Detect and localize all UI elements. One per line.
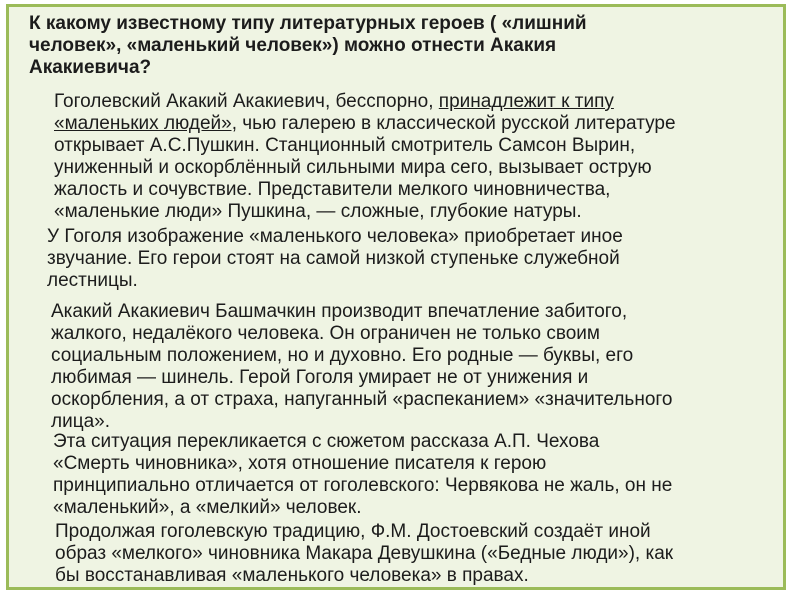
paragraph-line	[54, 91, 794, 113]
text-segment: чью галерею в классической русской литературе	[236, 113, 676, 134]
paragraph-line: бы восстанавливая «маленького человека» в правах.	[55, 565, 529, 586]
slide	[6, 4, 786, 590]
question-heading	[29, 13, 779, 79]
paragraph-line: лестницы.	[47, 270, 138, 291]
paragraph-chekhov	[53, 431, 793, 519]
paragraph-gogol-heroes	[47, 226, 787, 292]
underlined-text: принадлежит к типу	[438, 91, 614, 112]
paragraph-line: жалкого, недалёкого человека. Он ограничен не только своим	[51, 323, 600, 344]
paragraph-line	[54, 113, 794, 135]
paragraph-line: Продолжая гоголевскую традицию, Ф.М. Достоевский создаёт иной	[55, 521, 651, 542]
paragraph-bashmachkin	[51, 301, 791, 433]
paragraph-line: «маленькие люди» Пушкина, — сложные, глубокие натуры.	[54, 201, 582, 222]
paragraph-line: Акакий Акакиевич Башмачкин производит впечатление забитого,	[51, 301, 628, 322]
text-segment: Гоголевский Акакий Акакиевич, бесспорно,	[54, 91, 439, 112]
paragraph-line: любимая — шинель. Герой Гоголя умирает не от унижения и	[51, 367, 589, 388]
paragraph-gogol-pushkin	[54, 91, 794, 223]
paragraph-line: звучание. Его герои стоят на самой низкой ступеньке служебной	[47, 248, 620, 269]
paragraph-line: Эта ситуация перекликается с сюжетом рассказа А.П. Чехова	[53, 431, 600, 452]
question-line: человек», «маленький человек») можно отнести Акакия	[29, 35, 557, 56]
paragraph-line: открывает А.С.Пушкин. Станционный смотритель Самсон Вырин,	[54, 135, 636, 156]
paragraph-line: униженный и оскорблённый сильными мира сего, вызывает острую	[54, 157, 652, 178]
paragraph-line: образ «мелкого» чиновника Макара Девушкина («Бедные люди»), как	[55, 543, 674, 564]
question-line: К какому известному типу литературных героев ( «лишний	[29, 13, 587, 34]
underlined-text: «маленьких людей»,	[54, 113, 237, 134]
paragraph-line: принципиально отличается от гоголевского: Червякова не жаль, он не	[53, 475, 673, 496]
paragraph-line: «Смерть чиновника», хотя отношение писателя к герою	[53, 453, 547, 474]
paragraph-line: социальным положением, но и духовно. Его родные — буквы, его	[51, 345, 634, 366]
paragraph-line: У Гоголя изображение «маленького человека» приобретает иное	[47, 226, 623, 247]
paragraph-line: оскорбления, а от страха, напуганный «распеканием» «значительного	[51, 389, 673, 410]
paragraph-line: «маленький», а «мелкий» человек.	[53, 497, 362, 518]
paragraph-line: жалость и сочувствие. Представители мелкого чиновничества,	[54, 179, 611, 200]
paragraph-dostoevsky	[55, 521, 795, 587]
question-line: Акакиевича?	[29, 57, 152, 78]
paragraph-line: лица».	[51, 411, 110, 432]
